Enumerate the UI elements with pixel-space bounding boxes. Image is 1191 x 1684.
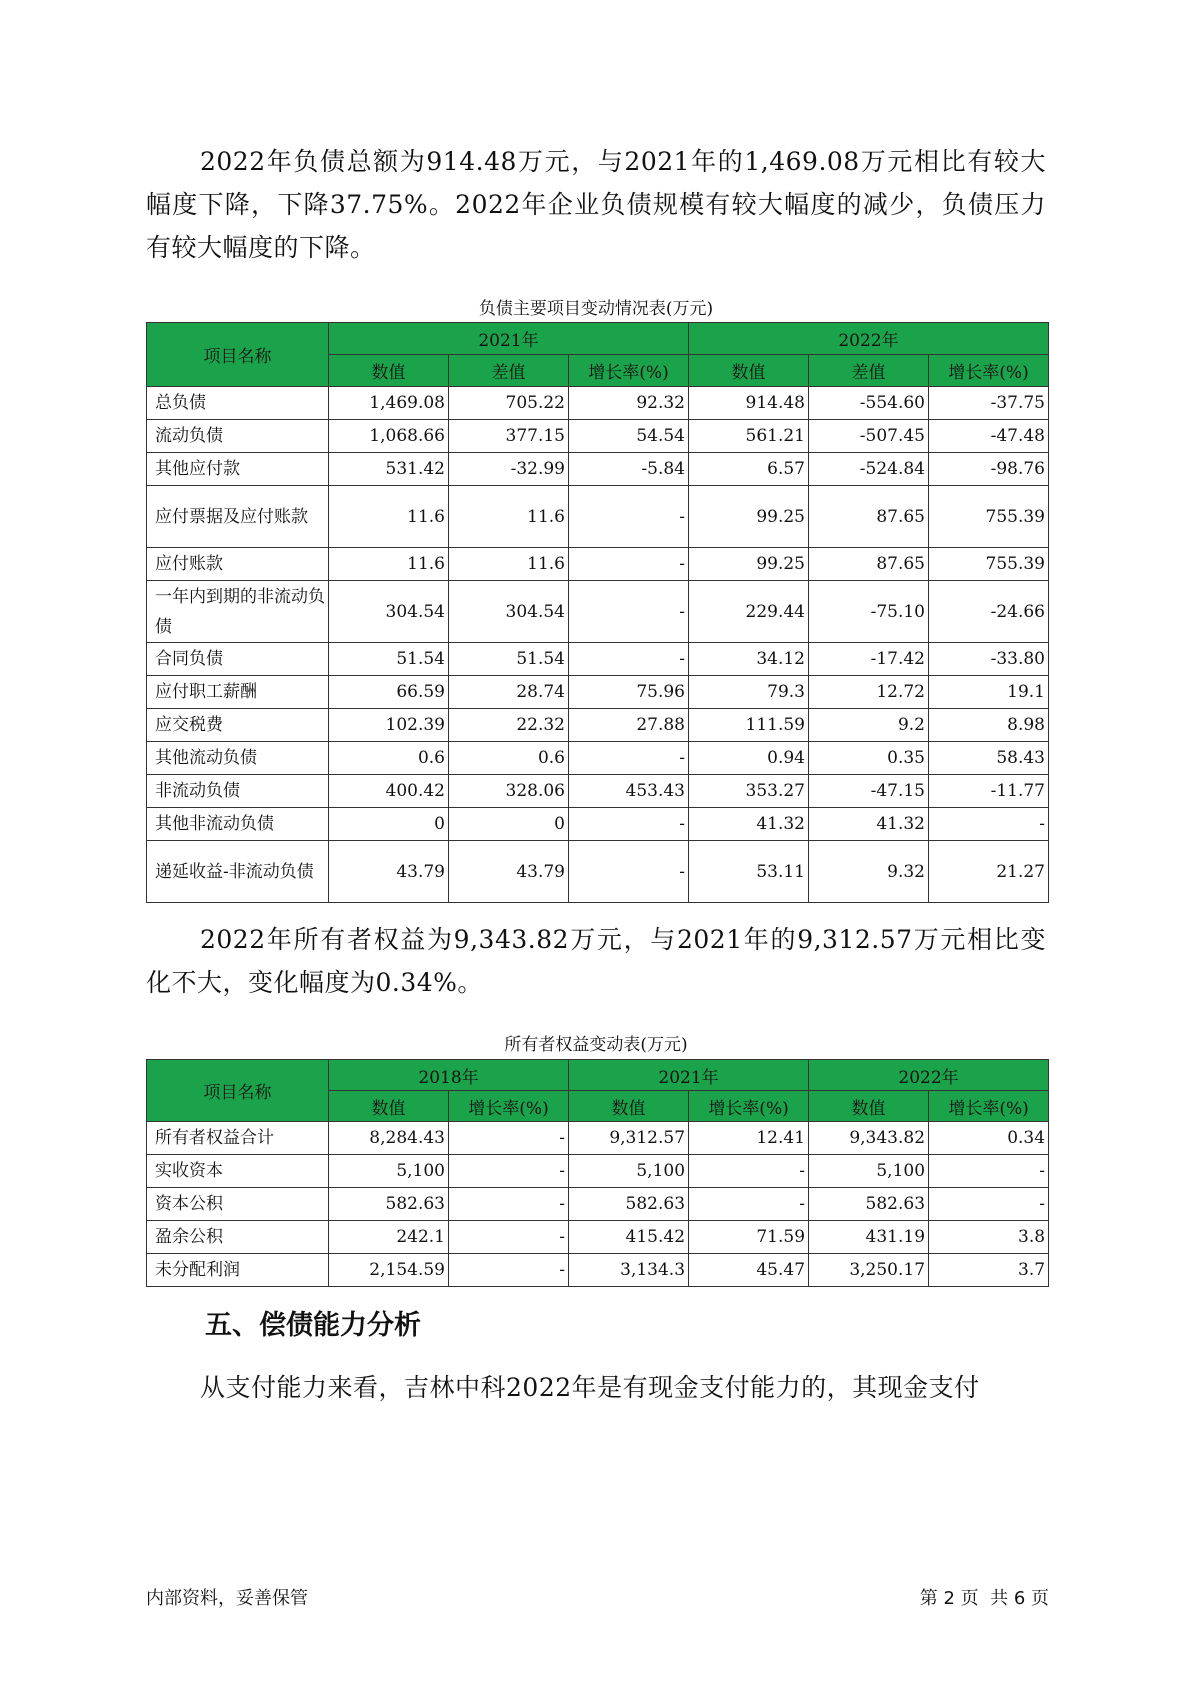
table-cell: 400.42 bbox=[329, 775, 449, 808]
table-cell: 99.25 bbox=[689, 486, 809, 548]
table-cell: 11.6 bbox=[329, 486, 449, 548]
row-label: 应付职工薪酬 bbox=[147, 676, 329, 709]
row-label: 应付票据及应付账款 bbox=[147, 486, 329, 548]
table-cell: 11.6 bbox=[449, 486, 569, 548]
table-cell: 22.32 bbox=[449, 709, 569, 742]
table-cell: 45.47 bbox=[689, 1254, 809, 1287]
table-cell: - bbox=[569, 581, 689, 643]
table2-caption: 所有者权益变动表(万元) bbox=[504, 1035, 688, 1055]
table-cell: 3.7 bbox=[929, 1254, 1049, 1287]
table-cell: 229.44 bbox=[689, 581, 809, 643]
table-cell: 415.42 bbox=[569, 1221, 689, 1254]
table-cell: -33.80 bbox=[929, 643, 1049, 676]
footer-left: 内部资料，妥善保管 bbox=[146, 1588, 308, 1609]
footer-page-number: 第 2 页 共 6 页 bbox=[919, 1588, 1049, 1609]
table-cell: 11.6 bbox=[329, 548, 449, 581]
table-cell: 71.59 bbox=[689, 1221, 809, 1254]
table-row bbox=[147, 1122, 1049, 1155]
table-cell: 87.65 bbox=[809, 486, 929, 548]
table-cell: 453.43 bbox=[569, 775, 689, 808]
table-row bbox=[147, 841, 1049, 903]
table1-caption: 负债主要项目变动情况表(万元) bbox=[478, 299, 714, 319]
table-cell: - bbox=[689, 1188, 809, 1221]
sub-header: 差值 bbox=[449, 355, 569, 387]
table-cell: 11.6 bbox=[449, 548, 569, 581]
table-cell: - bbox=[929, 1155, 1049, 1188]
table-cell: 111.59 bbox=[689, 709, 809, 742]
table-cell: 3.8 bbox=[929, 1221, 1049, 1254]
table-cell: 3,134.3 bbox=[569, 1254, 689, 1287]
table-cell: 377.15 bbox=[449, 420, 569, 453]
table-cell: 34.12 bbox=[689, 643, 809, 676]
table-cell: 41.32 bbox=[689, 808, 809, 841]
table-cell: 6.57 bbox=[689, 453, 809, 486]
table-cell: 43.79 bbox=[449, 841, 569, 903]
sub-header: 数值 bbox=[689, 355, 809, 387]
table-cell: 304.54 bbox=[329, 581, 449, 643]
table-row bbox=[147, 486, 1049, 548]
sub-header: 增长率(%) bbox=[689, 1091, 809, 1122]
table-cell: -507.45 bbox=[809, 420, 929, 453]
table-cell: 12.41 bbox=[689, 1122, 809, 1155]
row-label: 所有者权益合计 bbox=[147, 1122, 329, 1155]
table-cell: 561.21 bbox=[689, 420, 809, 453]
table-cell: 41.32 bbox=[809, 808, 929, 841]
table-row bbox=[147, 1188, 1049, 1221]
table-cell: 21.27 bbox=[929, 841, 1049, 903]
table2-year-2018: 2018年 bbox=[329, 1060, 569, 1091]
table-cell: 5,100 bbox=[809, 1155, 929, 1188]
table-cell: 87.65 bbox=[809, 548, 929, 581]
table-cell: - bbox=[689, 1155, 809, 1188]
sub-header: 增长率(%) bbox=[569, 355, 689, 387]
table-cell: 705.22 bbox=[449, 387, 569, 420]
equity-table bbox=[146, 1059, 1049, 1287]
table-cell: 2,154.59 bbox=[329, 1254, 449, 1287]
table-cell: 92.32 bbox=[569, 387, 689, 420]
table-row bbox=[147, 775, 1049, 808]
table-cell: 914.48 bbox=[689, 387, 809, 420]
table-cell: 531.42 bbox=[329, 453, 449, 486]
table-cell: -47.48 bbox=[929, 420, 1049, 453]
table-cell: 9,312.57 bbox=[569, 1122, 689, 1155]
table-cell: - bbox=[449, 1122, 569, 1155]
table-cell: - bbox=[569, 486, 689, 548]
table-cell: - bbox=[929, 1188, 1049, 1221]
table-cell: 304.54 bbox=[449, 581, 569, 643]
table-cell: -524.84 bbox=[809, 453, 929, 486]
row-label: 其他流动负债 bbox=[147, 742, 329, 775]
paragraph-equity: 2022年所有者权益为9,343.82万元，与2021年的9,312.57万元相比变化不大，变化幅度为0.34%。 bbox=[146, 925, 1046, 997]
table-cell: 54.54 bbox=[569, 420, 689, 453]
table-row bbox=[147, 1155, 1049, 1188]
row-label: 递延收益-非流动负债 bbox=[147, 841, 329, 903]
table-cell: 0.34 bbox=[929, 1122, 1049, 1155]
table-row bbox=[147, 548, 1049, 581]
table-row bbox=[147, 808, 1049, 841]
table-cell: 3,250.17 bbox=[809, 1254, 929, 1287]
table-cell: 12.72 bbox=[809, 676, 929, 709]
table-cell: -32.99 bbox=[449, 453, 569, 486]
row-label: 应交税费 bbox=[147, 709, 329, 742]
table-cell: 582.63 bbox=[329, 1188, 449, 1221]
table-cell: 582.63 bbox=[809, 1188, 929, 1221]
table-cell: -37.75 bbox=[929, 387, 1049, 420]
table2-year-2021: 2021年 bbox=[569, 1060, 809, 1091]
table-cell: - bbox=[569, 742, 689, 775]
table-cell: - bbox=[569, 808, 689, 841]
table-cell: 58.43 bbox=[929, 742, 1049, 775]
table-cell: - bbox=[449, 1221, 569, 1254]
paragraph-solvency: 从支付能力来看，吉林中科2022年是有现金支付能力的，其现金支付 bbox=[200, 1373, 980, 1402]
table-cell: 1,068.66 bbox=[329, 420, 449, 453]
row-label: 未分配利润 bbox=[147, 1254, 329, 1287]
liabilities-table bbox=[146, 322, 1049, 903]
table-cell: 53.11 bbox=[689, 841, 809, 903]
table-row bbox=[147, 709, 1049, 742]
table-cell: -554.60 bbox=[809, 387, 929, 420]
table-row bbox=[147, 742, 1049, 775]
row-label: 其他非流动负债 bbox=[147, 808, 329, 841]
table-cell: 9.2 bbox=[809, 709, 929, 742]
table-cell: 755.39 bbox=[929, 548, 1049, 581]
table-cell: - bbox=[929, 808, 1049, 841]
table-cell: 0.94 bbox=[689, 742, 809, 775]
table2-year-2022: 2022年 bbox=[809, 1060, 1049, 1091]
table-cell: 242.1 bbox=[329, 1221, 449, 1254]
table-cell: 0.6 bbox=[449, 742, 569, 775]
table-row bbox=[147, 643, 1049, 676]
table-cell: 51.54 bbox=[449, 643, 569, 676]
table-cell: -75.10 bbox=[809, 581, 929, 643]
table-cell: - bbox=[449, 1155, 569, 1188]
table-cell: 43.79 bbox=[329, 841, 449, 903]
table-cell: 353.27 bbox=[689, 775, 809, 808]
table-cell: 5,100 bbox=[329, 1155, 449, 1188]
table-cell: 51.54 bbox=[329, 643, 449, 676]
table1-year-2021: 2021年 bbox=[329, 323, 689, 355]
table-row bbox=[147, 453, 1049, 486]
table2-name-header: 项目名称 bbox=[147, 1060, 329, 1122]
row-label: 盈余公积 bbox=[147, 1221, 329, 1254]
row-label: 其他应付款 bbox=[147, 453, 329, 486]
paragraph-liabilities: 2022年负债总额为914.48万元，与2021年的1,469.08万元相比有较大幅度下降，下降37.75%。2022年企业负债规模有较大幅度的减少，负债压力有较大幅度的下降。 bbox=[146, 147, 1046, 262]
table-cell: 328.06 bbox=[449, 775, 569, 808]
table1-name-header: 项目名称 bbox=[147, 323, 329, 387]
table-cell: -17.42 bbox=[809, 643, 929, 676]
table-row bbox=[147, 1221, 1049, 1254]
table-cell: 0 bbox=[329, 808, 449, 841]
row-label: 资本公积 bbox=[147, 1188, 329, 1221]
row-label: 合同负债 bbox=[147, 643, 329, 676]
table-cell: 0 bbox=[449, 808, 569, 841]
table-cell: 66.59 bbox=[329, 676, 449, 709]
table-row bbox=[147, 1254, 1049, 1287]
sub-header: 数值 bbox=[329, 355, 449, 387]
table-cell: - bbox=[449, 1188, 569, 1221]
table-row bbox=[147, 387, 1049, 420]
table-cell: 28.74 bbox=[449, 676, 569, 709]
row-label: 一年内到期的非流动负债 bbox=[147, 581, 329, 643]
sub-header: 增长率(%) bbox=[449, 1091, 569, 1122]
table-cell: - bbox=[569, 548, 689, 581]
sub-header: 数值 bbox=[329, 1091, 449, 1122]
table-cell: 19.1 bbox=[929, 676, 1049, 709]
table-cell: -47.15 bbox=[809, 775, 929, 808]
table-cell: 102.39 bbox=[329, 709, 449, 742]
table-cell: 755.39 bbox=[929, 486, 1049, 548]
table-cell: -98.76 bbox=[929, 453, 1049, 486]
table-cell: 0.35 bbox=[809, 742, 929, 775]
sub-header: 数值 bbox=[569, 1091, 689, 1122]
sub-header: 差值 bbox=[809, 355, 929, 387]
table-cell: 9.32 bbox=[809, 841, 929, 903]
row-label: 非流动负债 bbox=[147, 775, 329, 808]
table-cell: 431.19 bbox=[809, 1221, 929, 1254]
table-row bbox=[147, 676, 1049, 709]
table-cell: -5.84 bbox=[569, 453, 689, 486]
table-cell: 5,100 bbox=[569, 1155, 689, 1188]
table-cell: -24.66 bbox=[929, 581, 1049, 643]
table-row bbox=[147, 581, 1049, 643]
table1-year-2022: 2022年 bbox=[689, 323, 1049, 355]
table-cell: 8,284.43 bbox=[329, 1122, 449, 1155]
row-label: 实收资本 bbox=[147, 1155, 329, 1188]
table-cell: 27.88 bbox=[569, 709, 689, 742]
table-cell: - bbox=[569, 841, 689, 903]
table-cell: 75.96 bbox=[569, 676, 689, 709]
sub-header: 增长率(%) bbox=[929, 355, 1049, 387]
table-cell: - bbox=[449, 1254, 569, 1287]
table-cell: -11.77 bbox=[929, 775, 1049, 808]
row-label: 流动负债 bbox=[147, 420, 329, 453]
section-heading: 五、偿债能力分析 bbox=[205, 1310, 421, 1341]
table-row bbox=[147, 420, 1049, 453]
sub-header: 数值 bbox=[809, 1091, 929, 1122]
table-cell: 582.63 bbox=[569, 1188, 689, 1221]
table-cell: 8.98 bbox=[929, 709, 1049, 742]
row-label: 应付账款 bbox=[147, 548, 329, 581]
table-cell: 1,469.08 bbox=[329, 387, 449, 420]
table-cell: 79.3 bbox=[689, 676, 809, 709]
table-cell: 99.25 bbox=[689, 548, 809, 581]
table-cell: 9,343.82 bbox=[809, 1122, 929, 1155]
table-cell: - bbox=[569, 643, 689, 676]
table-cell: 0.6 bbox=[329, 742, 449, 775]
row-label: 总负债 bbox=[147, 387, 329, 420]
sub-header: 增长率(%) bbox=[929, 1091, 1049, 1122]
